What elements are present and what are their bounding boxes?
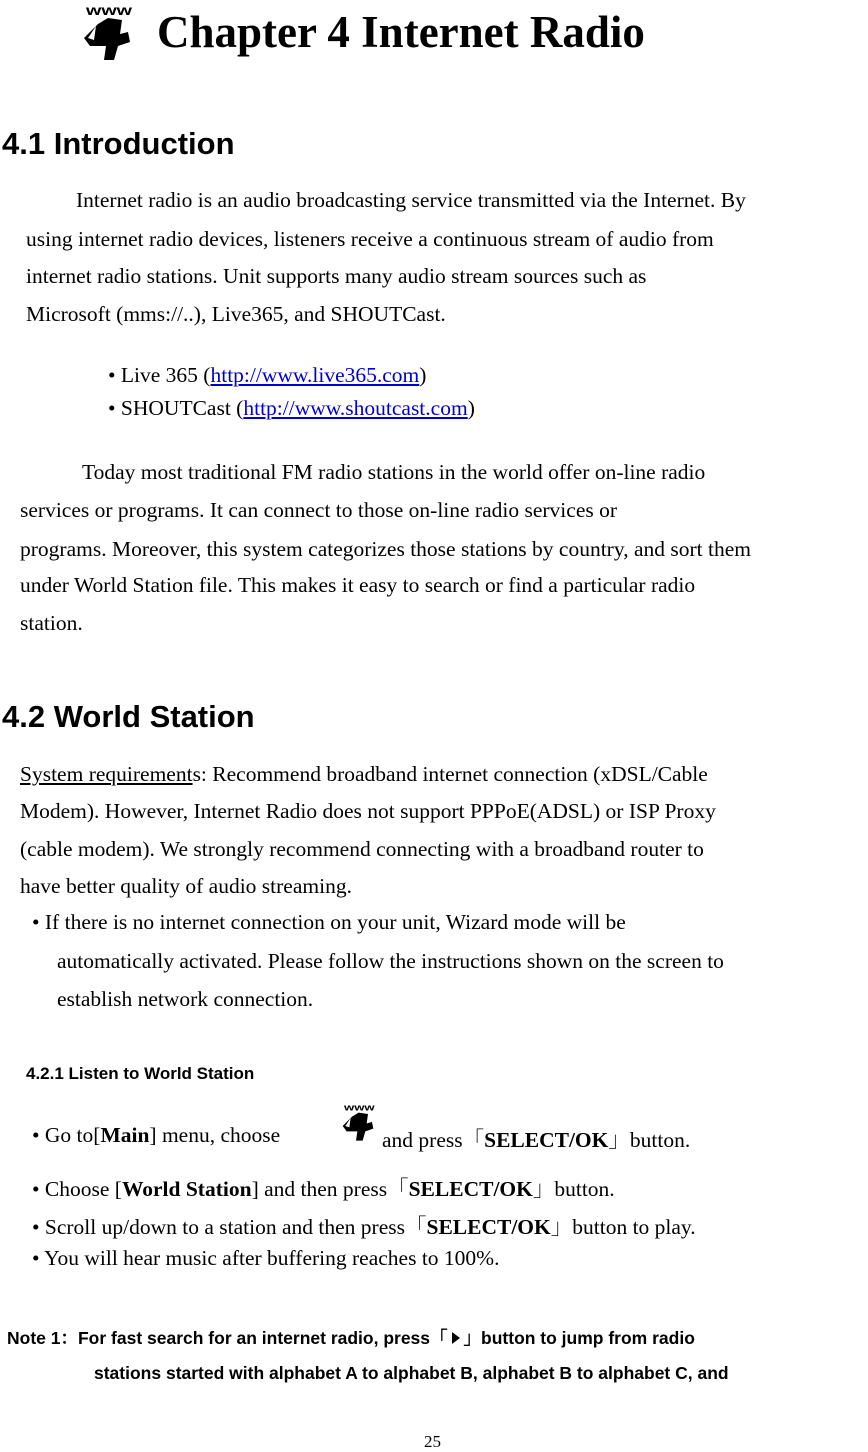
page-number: 25	[424, 1432, 441, 1451]
intro-para2-line1: Today most traditional FM radio stations in the world offer on-line radio	[82, 460, 706, 484]
requirements-label: System requirement	[20, 762, 193, 786]
intro-para2-line2: services or programs. It can connect to those on-line radio services or	[20, 498, 618, 522]
intro-para1-line3: internet radio stations. Unit supports many audio stream sources such as	[26, 264, 647, 288]
bullet-live365: • Live 365 (http://www.live365.com)	[108, 363, 427, 387]
internet-radio-icon	[338, 1102, 378, 1142]
wizard-line1: • If there is no internet connection on your unit, Wizard mode will be	[32, 910, 626, 934]
requirements-line4: have better quality of audio streaming.	[20, 874, 352, 898]
shoutcast-link[interactable]: http://www.shoutcast.com	[243, 396, 468, 420]
subsection-heading-listen: 4.2.1 Listen to World Station	[26, 1064, 255, 1083]
step-choose-world-station: • Choose [World Station] and then press「SELECT/OK」button.	[32, 1177, 615, 1201]
requirements-line3: (cable modem). We strongly recommend connecting with a broadband router to	[20, 837, 704, 861]
intro-para2-line3: programs. Moreover, this system categorizes those stations by country, and sort them	[20, 537, 751, 561]
note-line2: stations started with alphabet A to alphabet B, alphabet B to alphabet C, and	[94, 1363, 729, 1383]
chapter-title: Chapter 4 Internet Radio	[157, 7, 645, 57]
step-buffering: • You will hear music after buffering reaches to 100%.	[32, 1246, 500, 1270]
step-scroll-select: • Scroll up/down to a station and then press「SELECT/OK」button to play.	[32, 1215, 696, 1239]
svg-text:www: www	[84, 2, 133, 18]
note-line1: Note 1：For fast search for an internet radio, press「 」button to jump from radio	[7, 1328, 695, 1348]
requirements-line1: System requirements: Recommend broadband internet connection (xDSL/Cable	[20, 762, 708, 786]
wizard-line2: automatically activated. Please follow the instructions shown on the screen to	[57, 949, 724, 973]
svg-text:www: www	[342, 1102, 376, 1113]
internet-radio-icon	[78, 2, 136, 62]
live365-link[interactable]: http://www.live365.com	[210, 363, 420, 387]
intro-para1-line4: Microsoft (mms://..), Live365, and SHOUTCast.	[26, 302, 446, 326]
play-right-arrow-icon	[450, 1331, 462, 1345]
intro-para2-line4: under World Station file. This makes it easy to search or find a particular radio	[20, 573, 696, 597]
section-heading-world-station: 4.2 World Station	[2, 699, 255, 734]
step-go-to-main: • Go to[Main] menu, choose	[32, 1123, 281, 1147]
wizard-line3: establish network connection.	[57, 987, 314, 1011]
requirements-line2: Modem). However, Internet Radio does not support PPPoE(ADSL) or ISP Proxy	[20, 799, 716, 823]
bullet-shoutcast: • SHOUTCast (http://www.shoutcast.com)	[108, 396, 475, 420]
section-heading-introduction: 4.1 Introduction	[2, 126, 235, 161]
intro-para2-line5: station.	[20, 611, 83, 635]
intro-para1-line1: Internet radio is an audio broadcasting service transmitted via the Internet. By	[76, 188, 746, 212]
step-go-to-main-cont: and press「SELECT/OK」button.	[382, 1128, 691, 1152]
intro-para1-line2: using internet radio devices, listeners receive a continuous stream of audio from	[26, 227, 714, 251]
